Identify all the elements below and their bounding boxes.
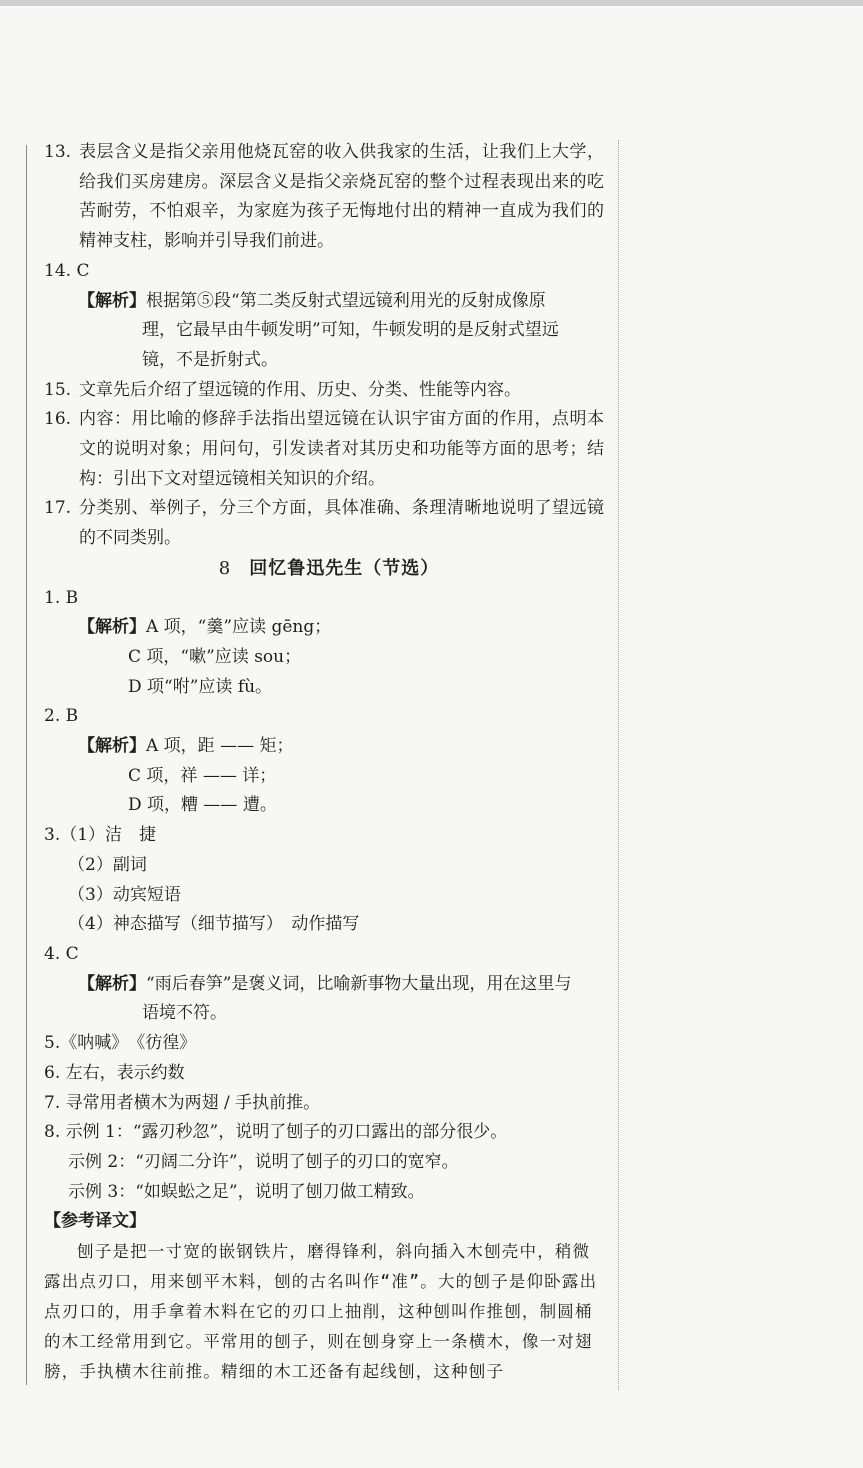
item-number: 15. [44,379,72,400]
analysis-line: 语境不符。 [142,1003,227,1024]
reference-translation-text: 刨子是把一寸宽的嵌钢铁片，磨得锋利，斜向插入木刨壳中，稍微露出点刃口，用来刨平木料，刨的古名叫作“准”。大的刨子是仰卧露出点刃口的，用手拿着木料在它的刃口上抽削，这种刨叫作推刨，制圆桶的木工经常用到它。平常用的刨子，则在刨身穿上一条横木，像一对翅膀，手执横木往前推。精细的木工还备有起线刨，这种刨子 [44,1242,598,1382]
analysis-line: 根据第⑤段“第二类反射式望远镜利用光的反射成像原 [146,290,546,311]
analysis-line: 镜，不是折射式。 [142,349,278,370]
analysis-tag: 【解析】 [78,617,146,638]
right-dotted-line [618,140,619,1390]
answer-3-sub: （3）动宾短语 [68,884,181,905]
answer-5: 5.《呐喊》 《彷徨》 [44,1033,197,1054]
section-title-text: 回忆鲁迅先生（节选） [249,557,440,579]
reference-translation-heading: 【参考译文】 [44,1211,146,1232]
answer-content [44,138,604,1387]
answer-1: 1. B [44,587,79,608]
answer-2: 2. B [44,706,79,727]
answer-4: 4. C [44,943,79,964]
answer-3: 3.（1）洁 捷 [44,825,157,846]
answer-text: 表层含义是指父亲用他烧瓦窑的收入供我家的生活，让我们上大学，给我们买房建房。深层含义是指父亲烧瓦窑的整个过程表现出来的吃苦耐劳，不怕艰辛，为家庭为孩子无悔地付出的精神一直成为我们的精神支柱，影响并引导我们前进。 [79,142,604,252]
analysis-tag: 【解析】 [78,290,146,311]
analysis-line: A 项，“羹”应读 gēng； [146,617,332,638]
item-number: 17. [44,498,72,519]
answer-7: 7. 寻常用者横木为两翅 / 手执前推。 [44,1092,321,1113]
answer-text: 内容：用比喻的修辞手法指出望远镜在认识宇宙方面的作用，点明本文的说明对象；用问句，引发读者对其历史和功能等方面的思考；结构：引出下文对望远镜相关知识的介绍。 [79,409,604,489]
item-number: 14. [44,260,72,281]
answer-8: 8. 示例 1：“露刃秒忽”，说明了刨子的刃口露出的部分很少。 [44,1122,508,1143]
analysis-1 [44,613,604,643]
analysis-line: C 项，“嗽”应读 sou； [128,646,302,667]
section-title [44,554,604,584]
answer-3-sub: （2）副词 [68,854,147,875]
item-number: 16. [44,409,72,430]
section-number: 8 [218,557,232,579]
answer-8-example: 示例 2：“刃阔二分许”，说明了刨子的刃口的宽窄。 [68,1151,459,1172]
answer-16 [44,405,604,494]
analysis-14 [44,287,604,317]
answer-8-example: 示例 3：“如蜈蚣之足”，说明了刨刀做工精致。 [68,1181,425,1202]
analysis-4 [44,970,604,1000]
answer-13 [44,138,604,257]
analysis-tag: 【解析】 [78,736,146,757]
answer-17 [44,494,604,553]
answer-14 [44,257,604,287]
analysis-line: 理，它最早由牛顿发明”可知，牛顿发明的是反射式望远 [142,320,559,341]
answer-3-sub: （4）神态描写（细节描写） 动作描写 [68,914,360,935]
left-margin-line [26,145,27,1385]
analysis-line: D 项，糟 —— 遭。 [128,795,277,816]
analysis-line: “雨后春笋”是褒义词，比喻新事物大量出现，用在这里与 [146,973,572,994]
answer-text: 分类别、举例子，分三个方面，具体准确、条理清晰地说明了望远镜的不同类别。 [79,498,604,549]
analysis-line: D 项“咐”应读 fù。 [128,676,273,697]
analysis-tag: 【解析】 [78,973,146,994]
answer-text: 文章先后介绍了望远镜的作用、历史、分类、性能等内容。 [79,379,521,400]
answer-choice: C [76,260,90,281]
analysis-line: C 项，祥 —— 详； [128,765,277,786]
analysis-2 [44,732,604,762]
analysis-line: A 项，距 —— 矩； [146,736,294,757]
answer-6: 6. 左右，表示约数 [44,1062,185,1083]
scan-top-edge [0,0,863,6]
item-number: 13. [44,142,72,162]
answer-15 [44,376,604,406]
